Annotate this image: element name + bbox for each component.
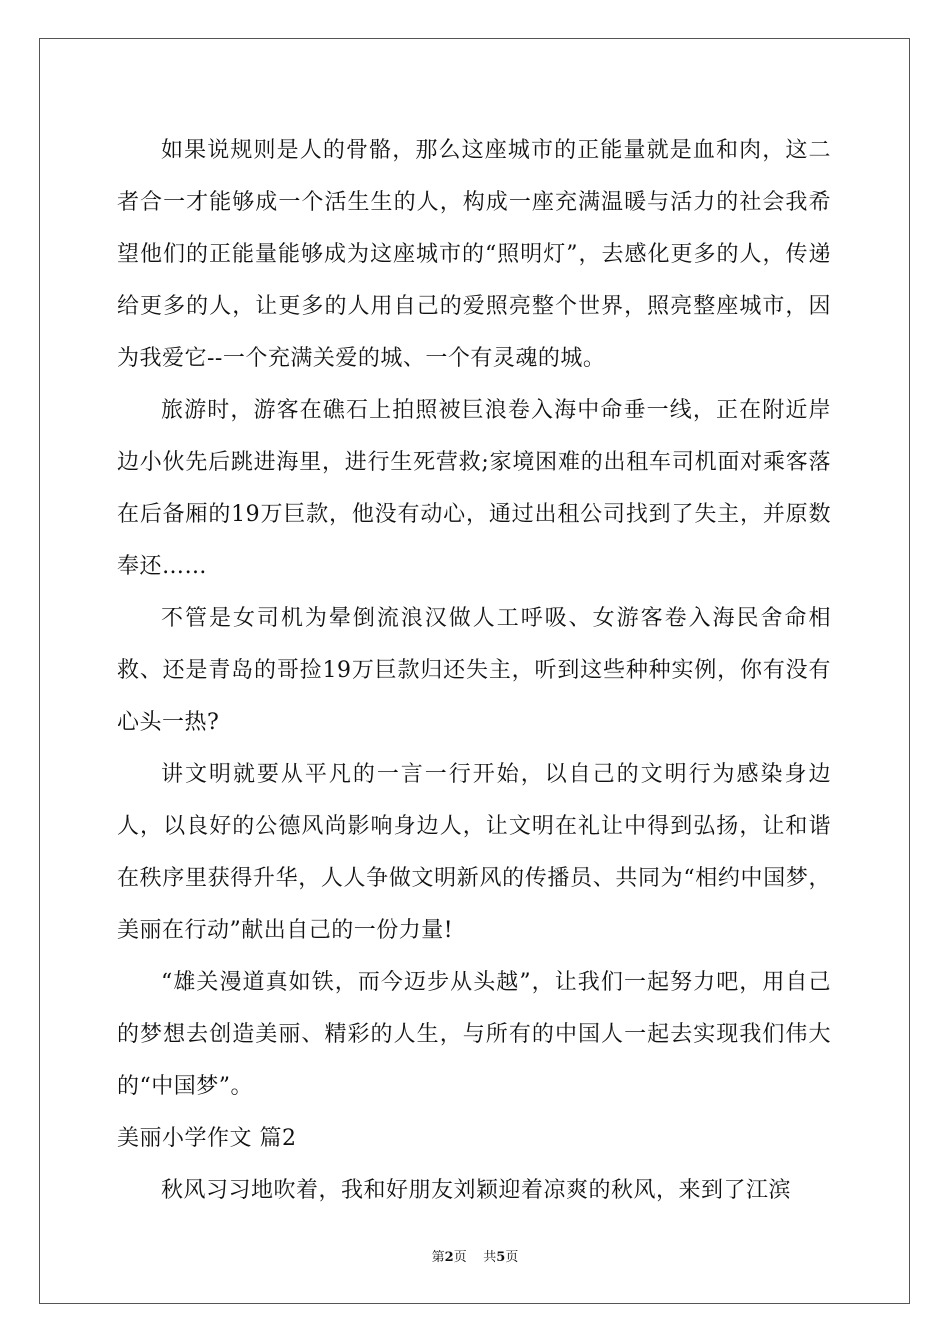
footer-page-current: 2	[444, 1250, 454, 1265]
document-body	[117, 125, 831, 1217]
paragraph-5: “雄关漫道真如铁，而今迈步从头越”，让我们一起努力吧，用自己的梦想去创造美丽、精彩的人生，与所有的中国人一起去实现我们伟大的“中国梦”。	[117, 970, 831, 1099]
footer-page-total: 5	[496, 1250, 506, 1265]
paragraph-3: 不管是女司机为晕倒流浪汉做人工呼吸、女游客卷入海民舍命相救、还是青岛的哥捡19万巨款归还失主，听到这些种种实例，你有没有心头一热?	[117, 606, 831, 735]
paragraph-1: 如果说规则是人的骨骼，那么这座城市的正能量就是血和肉，这二者合一才能够成一个活生生的人，构成一座充满温暖与活力的社会我希望他们的正能量能够成为这座城市的“照明灯”，去感化更多的人，传递给更多的人，让更多的人用自己的爱照亮整个世界，照亮整座城市，因为我爱它--一个充满关爱的城、一个有灵魂的城。	[117, 138, 831, 371]
page-footer	[0, 1246, 950, 1265]
section-heading: 美丽小学作文 篇2	[117, 1126, 297, 1151]
footer-total-suffix: 页	[505, 1250, 519, 1265]
section-first-paragraph: 秋风习习地吹着，我和好朋友刘颖迎着凉爽的秋风，来到了江滨	[161, 1178, 792, 1203]
footer-page-prefix: 第	[431, 1250, 445, 1265]
paragraph-4: 讲文明就要从平凡的一言一行开始，以自己的文明行为感染身边人，以良好的公德风尚影响身边人，让文明在礼让中得到弘扬，让和谐在秩序里获得升华，人人争做文明新风的传播员、共同为“相约中国梦，美丽在行动”献出自己的一份力量!	[117, 762, 831, 943]
paragraph-2: 旅游时，游客在礁石上拍照被巨浪卷入海中命垂一线，正在附近岸边小伙先后跳进海里，进行生死营救;家境困难的出租车司机面对乘客落在后备厢的19万巨款，他没有动心，通过出租公司找到了失主，并原数奉还……	[117, 398, 831, 579]
footer-total-prefix: 共	[483, 1250, 497, 1265]
footer-page-suffix: 页	[453, 1250, 467, 1265]
